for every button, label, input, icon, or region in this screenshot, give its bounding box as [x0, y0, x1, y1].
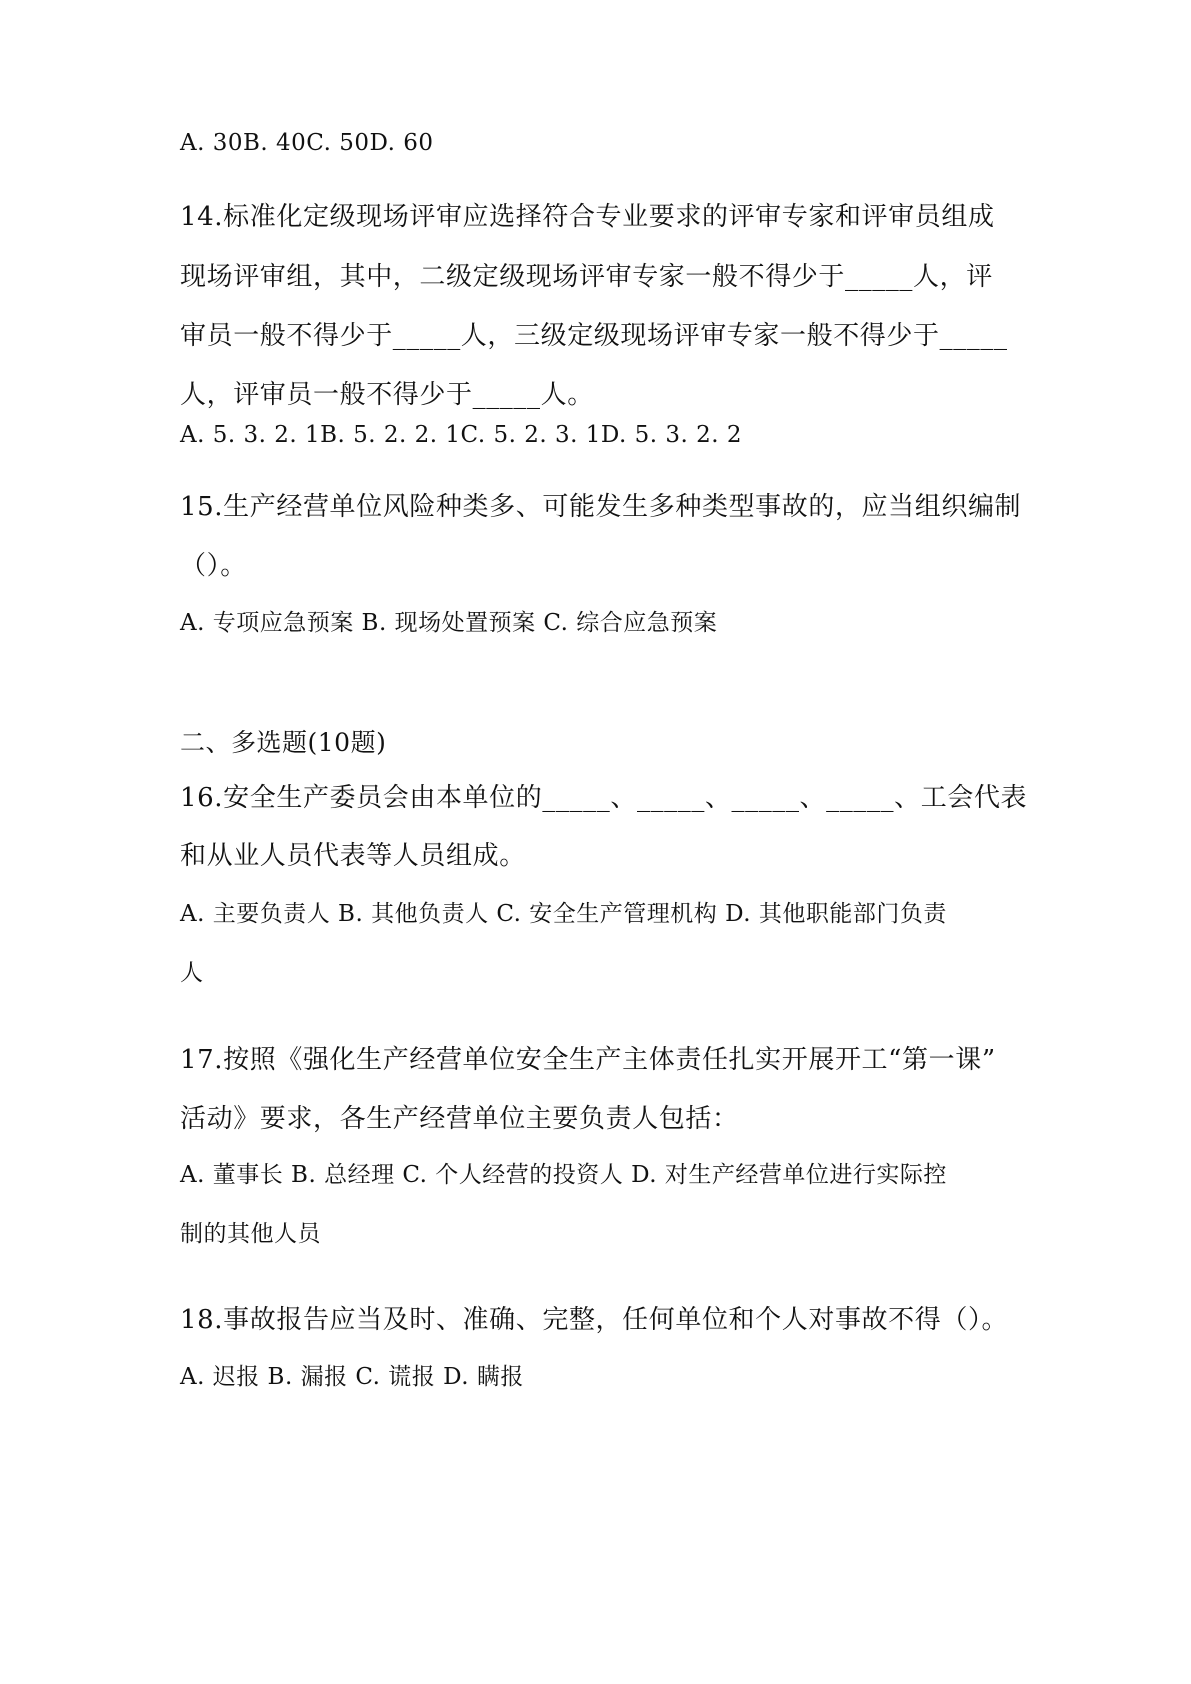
- q14-stem-line-1: 14.标准化定级现场评审应选择符合专业要求的评审专家和评审员组成: [180, 202, 995, 232]
- q14-stem-line-4: 人，评审员一般不得少于_____人。: [180, 380, 594, 410]
- q15-options: A. 专项应急预案 B. 现场处置预案 C. 综合应急预案: [180, 610, 718, 636]
- q14-options: A. 5. 3. 2. 1B. 5. 2. 2. 1C. 5. 2. 3. 1D. 5. 3. 2. 2: [180, 422, 742, 448]
- q13-options: A. 30B. 40C. 50D. 60: [180, 130, 434, 156]
- q16-options-line-2: 人: [180, 960, 204, 986]
- q17-options-line-2: 制的其他人员: [180, 1221, 321, 1247]
- q18-options: A. 迟报 B. 漏报 C. 谎报 D. 瞒报: [180, 1364, 524, 1390]
- q16-stem-line-1: 16.安全生产委员会由本单位的_____、_____、_____、_____、工会代表: [180, 783, 1028, 813]
- q16-stem-line-2: 和从业人员代表等人员组成。: [180, 841, 526, 871]
- q15-stem-line-1: 15.生产经营单位风险种类多、可能发生多种类型事故的，应当组织编制: [180, 492, 1022, 522]
- q17-stem-line-2: 活动》要求，各生产经营单位主要负责人包括：: [180, 1104, 739, 1134]
- q17-stem-line-1: 17.按照《强化生产经营单位安全生产主体责任扎实开展开工“第一课”: [180, 1045, 996, 1075]
- q14-stem-line-2: 现场评审组，其中，二级定级现场评审专家一般不得少于_____人，评: [180, 262, 993, 292]
- q18-stem-line-1: 18.事故报告应当及时、准确、完整，任何单位和个人对事故不得（）。: [180, 1305, 1009, 1335]
- q17-options-line-1: A. 董事长 B. 总经理 C. 个人经营的投资人 D. 对生产经营单位进行实际控: [180, 1162, 947, 1188]
- q14-stem-line-3: 审员一般不得少于_____人，三级定级现场评审专家一般不得少于_____: [180, 321, 1008, 351]
- section-heading-multiple-choice: 二、多选题(10题): [180, 728, 387, 757]
- q16-options-line-1: A. 主要负责人 B. 其他负责人 C. 安全生产管理机构 D. 其他职能部门负责: [180, 901, 947, 927]
- q15-stem-line-2: （）。: [180, 551, 247, 581]
